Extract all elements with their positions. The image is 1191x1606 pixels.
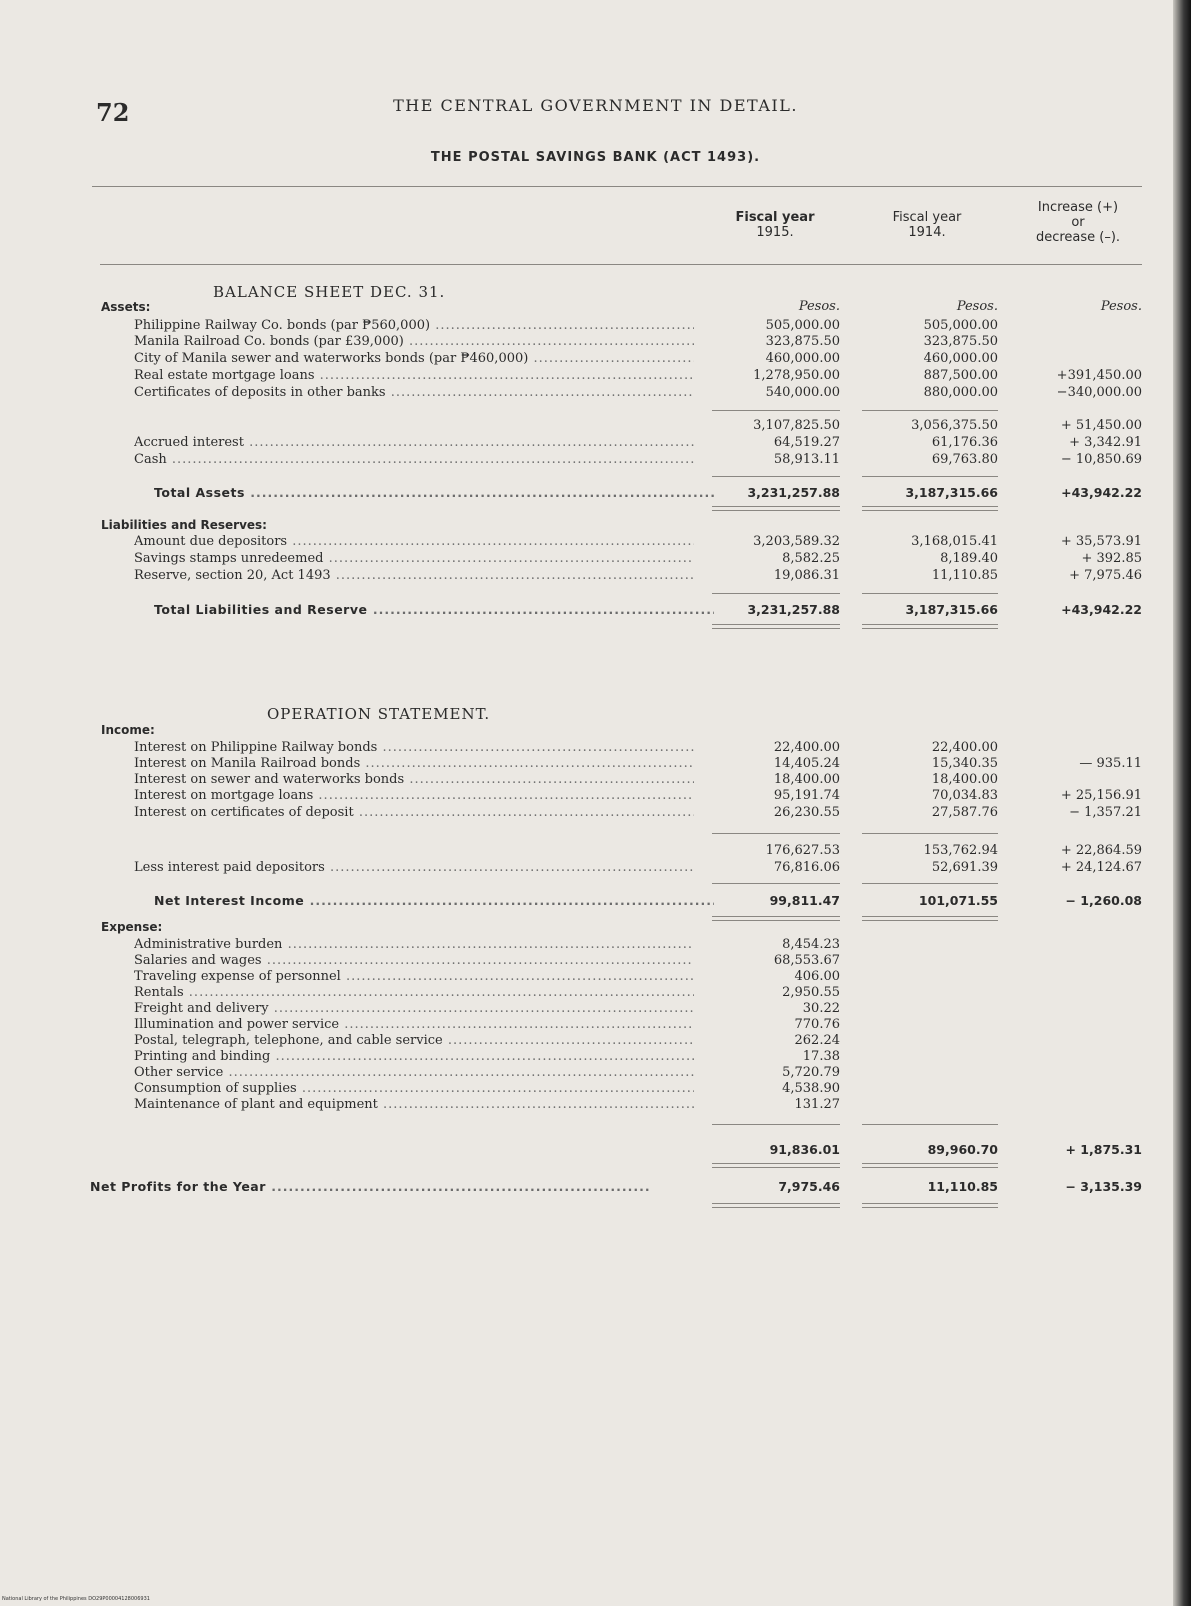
net-interest-rule-1915 bbox=[712, 883, 840, 884]
value-change: −340,000.00 bbox=[1056, 385, 1142, 400]
net-profits-row bbox=[0, 1179, 1191, 1194]
table-row bbox=[0, 568, 1191, 583]
row-label: Interest on mortgage loans ..... bbox=[134, 788, 694, 803]
units-row bbox=[0, 299, 1191, 314]
row-label: Interest on Manila Railroad bonds ..... bbox=[134, 756, 694, 771]
table-row bbox=[0, 1081, 1191, 1096]
value-1914: 3,056,375.50 bbox=[911, 418, 998, 433]
value-change: + 24,124.67 bbox=[1060, 860, 1142, 875]
table-row bbox=[0, 452, 1191, 467]
value-1915: 323,875.50 bbox=[765, 334, 840, 349]
value-1915: 18,400.00 bbox=[773, 772, 840, 787]
value-1915: 4,538.90 bbox=[782, 1081, 840, 1096]
expense-total-row bbox=[0, 1142, 1191, 1157]
row-label: Printing and binding ..... bbox=[134, 1049, 694, 1064]
column-header-1914-line1: Fiscal year bbox=[892, 210, 962, 225]
total-liabilities-rule-1914 bbox=[862, 593, 998, 594]
column-header-1914-line2: 1914. bbox=[908, 225, 946, 240]
value-1914: 323,875.50 bbox=[923, 334, 998, 349]
value-1915: 17.38 bbox=[802, 1049, 840, 1064]
value-1914: 460,000.00 bbox=[923, 351, 998, 366]
value-change: +43,942.22 bbox=[1061, 485, 1142, 500]
value-change: +43,942.22 bbox=[1061, 602, 1142, 617]
value-1915: 460,000.00 bbox=[765, 351, 840, 366]
value-1915: 95,191.74 bbox=[773, 788, 840, 803]
row-label: Administrative burden ..... bbox=[134, 937, 694, 952]
row-label: Accrued interest ..... bbox=[134, 435, 694, 450]
value-1915: 3,107,825.50 bbox=[753, 418, 840, 433]
income-subtotal-row bbox=[0, 843, 1191, 858]
value-change: +391,450.00 bbox=[1056, 368, 1142, 383]
value-1915: 8,582.25 bbox=[782, 551, 840, 566]
row-label: Illumination and power service ..... bbox=[134, 1017, 694, 1032]
row-label: Freight and delivery ..... bbox=[134, 1001, 694, 1016]
expense-heading: Expense: bbox=[101, 920, 163, 934]
value-1914: 8,189.40 bbox=[940, 551, 998, 566]
value-1915: 64,519.27 bbox=[773, 435, 840, 450]
value-1914: 887,500.00 bbox=[923, 368, 998, 383]
table-row bbox=[0, 969, 1191, 984]
value-1915: 770.76 bbox=[794, 1017, 840, 1032]
units-1915: Pesos. bbox=[798, 299, 840, 314]
value-1915: 540,000.00 bbox=[765, 385, 840, 400]
total-assets-rule-1914 bbox=[862, 476, 998, 477]
row-label: Net Interest Income ..... bbox=[154, 893, 714, 908]
table-row bbox=[0, 1001, 1191, 1016]
row-label: Interest on sewer and waterworks bonds ..... bbox=[134, 772, 694, 787]
value-change: — 935.11 bbox=[1079, 756, 1142, 771]
value-1914: 505,000.00 bbox=[923, 318, 998, 333]
value-1915: 8,454.23 bbox=[782, 937, 840, 952]
expense-total-rule-1914 bbox=[862, 1124, 998, 1125]
units-1914: Pesos. bbox=[956, 299, 998, 314]
value-1915: 7,975.46 bbox=[778, 1179, 840, 1194]
row-label: Consumption of supplies ..... bbox=[134, 1081, 694, 1096]
value-1915: 76,816.06 bbox=[773, 860, 840, 875]
table-row bbox=[0, 1017, 1191, 1032]
value-1914: 22,400.00 bbox=[931, 740, 998, 755]
row-label: Philippine Railway Co. bonds (par ₱560,000) ..... bbox=[134, 318, 694, 333]
header-bottom-rule bbox=[100, 264, 1142, 265]
value-1915: 58,913.11 bbox=[773, 452, 840, 467]
value-1914: 70,034.83 bbox=[931, 788, 998, 803]
net-profits-rule-1915 bbox=[712, 1163, 840, 1168]
total-assets-double-rule-1914 bbox=[862, 506, 998, 511]
value-1914: 101,071.55 bbox=[918, 893, 998, 908]
expense-total-rule-1915 bbox=[712, 1124, 840, 1125]
column-header-1915-line2: 1915. bbox=[756, 225, 794, 240]
value-1915: 505,000.00 bbox=[765, 318, 840, 333]
row-label: Total Liabilities and Reserve ..... bbox=[154, 602, 714, 617]
row-label: Salaries and wages ..... bbox=[134, 953, 694, 968]
table-row bbox=[0, 534, 1191, 549]
value-change: + 35,573.91 bbox=[1060, 534, 1142, 549]
table-row bbox=[0, 772, 1191, 787]
table-row bbox=[0, 788, 1191, 803]
value-1914: 15,340.35 bbox=[931, 756, 998, 771]
subtotal-rule-1914 bbox=[862, 410, 998, 411]
total-liabilities-double-rule-1915 bbox=[712, 624, 840, 629]
value-change: + 22,864.59 bbox=[1060, 843, 1142, 858]
total-assets-rule-1915 bbox=[712, 476, 840, 477]
row-label: Interest on Philippine Railway bonds ..... bbox=[134, 740, 694, 755]
column-header-change bbox=[1008, 200, 1148, 245]
value-1915: 406.00 bbox=[794, 969, 840, 984]
value-1915: 19,086.31 bbox=[773, 568, 840, 583]
value-change: + 392.85 bbox=[1081, 551, 1142, 566]
column-header-change-line2: or bbox=[1071, 215, 1085, 230]
value-1914: 89,960.70 bbox=[927, 1142, 998, 1157]
operation-statement-title: OPERATION STATEMENT. bbox=[267, 705, 491, 723]
table-row bbox=[0, 1097, 1191, 1112]
total-liabilities-row bbox=[0, 602, 1191, 617]
value-change: + 3,342.91 bbox=[1069, 435, 1142, 450]
total-assets-double-rule-1915 bbox=[712, 506, 840, 511]
value-1915: 99,811.47 bbox=[769, 893, 840, 908]
value-1915: 2,950.55 bbox=[782, 985, 840, 1000]
value-1914: 61,176.36 bbox=[931, 435, 998, 450]
value-1915: 262.24 bbox=[794, 1033, 840, 1048]
total-assets-row bbox=[0, 485, 1191, 500]
value-1915: 3,231,257.88 bbox=[747, 602, 840, 617]
table-row bbox=[0, 805, 1191, 820]
page-number: 72 bbox=[96, 98, 130, 127]
table-row bbox=[0, 740, 1191, 755]
value-1915: 30.22 bbox=[802, 1001, 840, 1016]
archive-footer-note: National Library of the Philippines DO29P00004128006931 bbox=[2, 1596, 150, 1602]
table-row bbox=[0, 368, 1191, 383]
value-change: − 3,135.39 bbox=[1065, 1179, 1142, 1194]
table-row bbox=[0, 551, 1191, 566]
net-interest-row bbox=[0, 893, 1191, 908]
subtotal-rule-1915 bbox=[712, 410, 840, 411]
value-change: + 25,156.91 bbox=[1060, 788, 1142, 803]
column-header-1915 bbox=[710, 210, 840, 240]
row-label: Cash ..... bbox=[134, 452, 694, 467]
table-row bbox=[0, 937, 1191, 952]
total-liabilities-double-rule-1914 bbox=[862, 624, 998, 629]
value-1915: 1,278,950.00 bbox=[753, 368, 840, 383]
net-profits-rule-1914 bbox=[862, 1163, 998, 1168]
balance-sheet-title: BALANCE SHEET DEC. 31. bbox=[213, 283, 446, 301]
page-edge-shadow bbox=[1173, 0, 1191, 1606]
row-label: Certificates of deposits in other banks ..... bbox=[134, 385, 694, 400]
row-label: Reserve, section 20, Act 1493 ..... bbox=[134, 568, 694, 583]
value-1914: 3,168,015.41 bbox=[911, 534, 998, 549]
value-1915: 131.27 bbox=[794, 1097, 840, 1112]
value-change: + 7,975.46 bbox=[1069, 568, 1142, 583]
value-1914: 18,400.00 bbox=[931, 772, 998, 787]
row-label: City of Manila sewer and waterworks bonds (par ₱460,000) ..... bbox=[134, 351, 694, 366]
row-label: Amount due depositors ..... bbox=[134, 534, 694, 549]
column-header-1914 bbox=[862, 210, 992, 240]
row-label: Maintenance of plant and equipment ..... bbox=[134, 1097, 694, 1112]
value-1915: 5,720.79 bbox=[782, 1065, 840, 1080]
value-1914: 69,763.80 bbox=[931, 452, 998, 467]
row-label: Savings stamps unredeemed ..... bbox=[134, 551, 694, 566]
header-top-rule bbox=[92, 186, 1142, 187]
running-title: THE CENTRAL GOVERNMENT IN DETAIL. bbox=[393, 96, 798, 115]
value-1915: 14,405.24 bbox=[773, 756, 840, 771]
value-1915: 91,836.01 bbox=[769, 1142, 840, 1157]
table-row bbox=[0, 756, 1191, 771]
row-label: Postal, telegraph, telephone, and cable service ..... bbox=[134, 1033, 694, 1048]
value-change: − 1,260.08 bbox=[1065, 893, 1142, 908]
value-1915: 22,400.00 bbox=[773, 740, 840, 755]
value-change: + 1,875.31 bbox=[1065, 1142, 1142, 1157]
value-1914: 153,762.94 bbox=[923, 843, 998, 858]
table-row bbox=[0, 334, 1191, 349]
value-1915: 176,627.53 bbox=[765, 843, 840, 858]
value-1914: 3,187,315.66 bbox=[905, 602, 998, 617]
table-row bbox=[0, 953, 1191, 968]
less-interest-row bbox=[0, 860, 1191, 875]
row-label: Other service ..... bbox=[134, 1065, 694, 1080]
table-row bbox=[0, 385, 1191, 400]
liabilities-heading: Liabilities and Reserves: bbox=[101, 518, 267, 532]
table-row bbox=[0, 318, 1191, 333]
table-row bbox=[0, 351, 1191, 366]
value-1914: 3,187,315.66 bbox=[905, 485, 998, 500]
value-change: + 51,450.00 bbox=[1060, 418, 1142, 433]
value-change: − 1,357.21 bbox=[1069, 805, 1142, 820]
column-header-1915-line1: Fiscal year bbox=[735, 210, 815, 225]
income-subtotal-rule-1914 bbox=[862, 833, 998, 834]
value-1915: 3,231,257.88 bbox=[747, 485, 840, 500]
row-label: Manila Railroad Co. bonds (par £39,000) ..... bbox=[134, 334, 694, 349]
net-profits-double-rule-1915 bbox=[712, 1203, 840, 1208]
value-1915: 68,553.67 bbox=[773, 953, 840, 968]
net-profits-double-rule-1914 bbox=[862, 1203, 998, 1208]
income-heading: Income: bbox=[101, 723, 155, 737]
assets-heading: Assets: bbox=[101, 300, 151, 314]
table-row bbox=[0, 1049, 1191, 1064]
value-1914: 11,110.85 bbox=[927, 1179, 998, 1194]
net-interest-double-rule-1915 bbox=[712, 916, 840, 921]
value-1914: 880,000.00 bbox=[923, 385, 998, 400]
row-label: Real estate mortgage loans ..... bbox=[134, 368, 694, 383]
value-1914: 27,587.76 bbox=[931, 805, 998, 820]
table-row bbox=[0, 1065, 1191, 1080]
assets-subtotal-row bbox=[0, 418, 1191, 433]
row-label: Rentals ..... bbox=[134, 985, 694, 1000]
row-label: Interest on certificates of deposit ..... bbox=[134, 805, 694, 820]
column-header-change-line3: decrease (–). bbox=[1035, 230, 1121, 245]
value-1915: 3,203,589.32 bbox=[753, 534, 840, 549]
table-row bbox=[0, 1033, 1191, 1048]
section-title: THE POSTAL SAVINGS BANK (ACT 1493). bbox=[430, 150, 761, 165]
value-change: − 10,850.69 bbox=[1060, 452, 1142, 467]
row-label: Total Assets ..... bbox=[154, 485, 714, 500]
value-1914: 52,691.39 bbox=[931, 860, 998, 875]
column-header-change-line1: Increase (+) bbox=[1037, 200, 1119, 215]
value-1915: 26,230.55 bbox=[773, 805, 840, 820]
row-label: Less interest paid depositors ..... bbox=[134, 860, 694, 875]
net-interest-rule-1914 bbox=[862, 883, 998, 884]
net-interest-double-rule-1914 bbox=[862, 916, 998, 921]
row-label: Net Profits for the Year ..... bbox=[90, 1179, 650, 1194]
table-row bbox=[0, 985, 1191, 1000]
units-change: Pesos. bbox=[1100, 299, 1142, 314]
value-1914: 11,110.85 bbox=[931, 568, 998, 583]
income-subtotal-rule-1915 bbox=[712, 833, 840, 834]
row-label: Traveling expense of personnel ..... bbox=[134, 969, 694, 984]
table-row bbox=[0, 435, 1191, 450]
total-liabilities-rule-1915 bbox=[712, 593, 840, 594]
